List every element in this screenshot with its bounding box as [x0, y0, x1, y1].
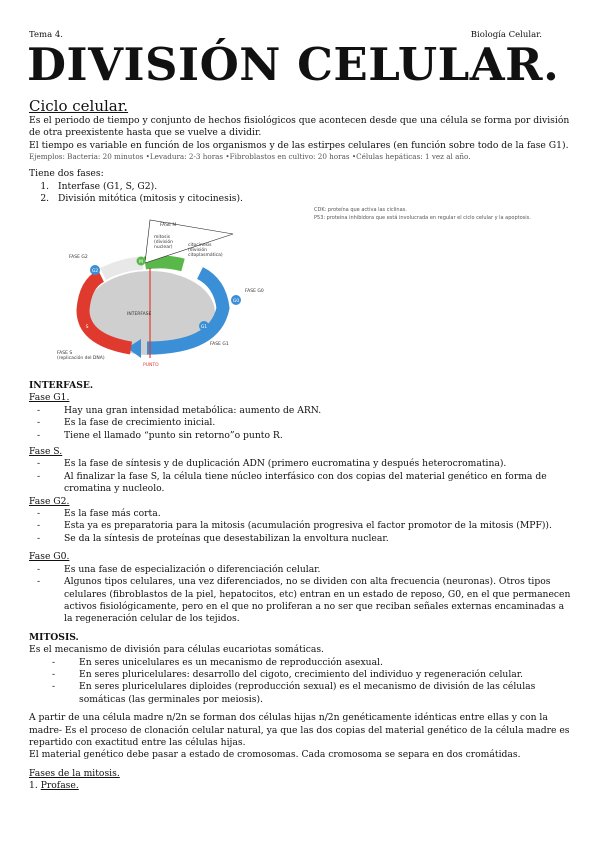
label-fase-g0: FASE G0 — [245, 289, 264, 294]
list-item: - Se da la síntesis de proteínas que desestabilizan la envoltura nuclear. — [56, 533, 574, 545]
s-title: Fase S. — [29, 446, 63, 458]
list-item: - Tiene el llamado “punto sin retorno”o punto R. — [56, 430, 574, 442]
label-fase-g1: FASE G1 — [210, 342, 229, 347]
ciclo-examples: Ejemplos: Bacteria: 20 minutos •Levadura: 2-3 horas •Fibroblastos en cultivo: 20 horas •Células hepáticas: 1 vez al año. — [29, 152, 471, 162]
fases-mitosis-title: Fases de la mitosis. — [29, 767, 120, 779]
fases-intro: Tiene dos fases: — [29, 168, 104, 180]
label-punto: PUNTO — [143, 363, 159, 368]
header-topic: Tema 4. — [29, 30, 63, 40]
mitosis-paragraph: El material genético debe pasar a estado de cromosomas. Cada cromosoma se separa en dos cromátidas. — [29, 749, 521, 761]
g1-title: Fase G1. — [29, 392, 70, 404]
page-title: DIVISIÓN CELULAR. — [27, 38, 560, 91]
header-subject: Biología Celular. — [470, 30, 542, 40]
side-notes — [314, 206, 531, 222]
label-fase-g2: FASE G2 — [69, 255, 88, 260]
list-item: - Es una fase de especialización o diferenciación celular. — [56, 564, 574, 576]
ciclo-heading: Ciclo celular. — [29, 97, 129, 115]
mitosis-paragraph: A partir de una célula madre n/2n se forman dos células hijas n/2n genéticamente idénticas entre ellas y con la madre- Es el proceso de clonación celular natural, ya que las dos copias del material genético de la célula madre es repartido con exactitud entre las células hijas. — [29, 712, 570, 748]
label-mitosis: (división — [154, 240, 173, 245]
g2-title: Fase G2. — [29, 495, 70, 507]
label-fase-s: (replicación del DNA) — [57, 356, 105, 361]
profase-number: 1. — [29, 780, 41, 792]
mitosis-heading: MITOSIS. — [29, 631, 79, 643]
interfase-heading: INTERFASE. — [29, 380, 94, 391]
profase-label: Profase. — [40, 780, 79, 792]
mitosis-list — [29, 657, 574, 707]
label-citocinesis: (división — [188, 248, 207, 253]
ciclo-section — [29, 97, 574, 205]
m-arc — [145, 262, 183, 265]
list-item: - Al finalizar la fase S, la célula tiene núcleo interfásico con dos copias del material genético en forma de cromatina y nucleolo. — [56, 471, 574, 496]
g1-list — [29, 405, 574, 442]
list-item: - Esta ya es preparatoria para la mitosis (acumulación progresiva el factor promotor de la mitosis (MPF)). — [56, 520, 574, 532]
list-item: - En seres pluricelulares: desarrollo del cigoto, crecimiento del individuo y regeneración celular. — [71, 669, 574, 681]
mitosis-intro: Es el mecanismo de división para células eucariotas somáticas. — [29, 644, 324, 656]
label-mitosis: mitosis — [154, 235, 171, 240]
list-item: 1. Interfase (G1, S, G2). — [52, 181, 574, 193]
list-item: - En seres unicelulares es un mecanismo de reproducción asexual. — [71, 657, 574, 669]
badge-g2-text: G2 — [91, 269, 99, 274]
ciclo-variability: El tiempo es variable en función de los organismos y de las estirpes celulares (en función sobre todo de la fase G1). — [29, 139, 569, 151]
label-fase-m: FASE M — [160, 223, 177, 228]
badge-g1-text: G1 — [200, 325, 208, 330]
g0-list — [29, 564, 574, 626]
cell-cycle-diagram — [55, 218, 285, 368]
note-p53: P53: proteína inhibidora que está involucrada en regular el ciclo celular y la apoptosis. — [314, 215, 531, 221]
list-item: - Algunos tipos celulares, una vez diferenciados, no se dividen con alta frecuencia (neuronas). Otros tipos celulares (fibroblastos de la piel, hepatocitos, etc) entran en un estado de reposo, G0, en el que permanecen activos fisiológicamente, pero en el que no proliferan a no ser que reciban señales externas encaminadas a la regeneración celular de los tejidos. — [56, 576, 574, 626]
s-list — [29, 458, 574, 495]
label-citocinesis: citocinesis — [188, 243, 212, 248]
label-citocinesis: citoplasmática) — [188, 253, 223, 258]
badge-s-text: S — [85, 325, 89, 330]
g0-title: Fase G0. — [29, 551, 70, 563]
note-cdk: CDK: proteína que activa las ciclinas. — [314, 207, 407, 213]
list-item: - Es la fase de síntesis y de duplicación ADN (primero eucromatina y después heterocromatina). — [56, 458, 574, 470]
list-item: - Hay una gran intensidad metabólica: aumento de ARN. — [56, 405, 574, 417]
label-interfase: INTERFASE — [127, 312, 152, 317]
label-fase-s: FASE S — [57, 351, 73, 356]
fases-list — [29, 181, 574, 206]
badge-g0-text: G0 — [232, 299, 240, 304]
lower-section — [29, 380, 574, 793]
badge-m-text: M — [139, 260, 143, 265]
list-item: - Es la fase de crecimiento inicial. — [56, 417, 574, 429]
list-item: 2. División mitótica (mitosis y citocinesis). — [52, 193, 574, 205]
list-item: - Es la fase más corta. — [56, 508, 574, 520]
g2-list — [29, 508, 574, 545]
ciclo-definition: Es el periodo de tiempo y conjunto de hechos fisiológicos que acontecen desde que una célula se forma por división de otra preexistente hasta que se vuelve a dividir. — [29, 115, 570, 139]
list-item: - En seres pluricelulares diploides (reproducción sexual) es el mecanismo de división de las células somáticas (las germinales por meiosis). — [71, 681, 574, 706]
label-mitosis: nuclear) — [154, 245, 173, 250]
profase-item — [29, 780, 574, 792]
